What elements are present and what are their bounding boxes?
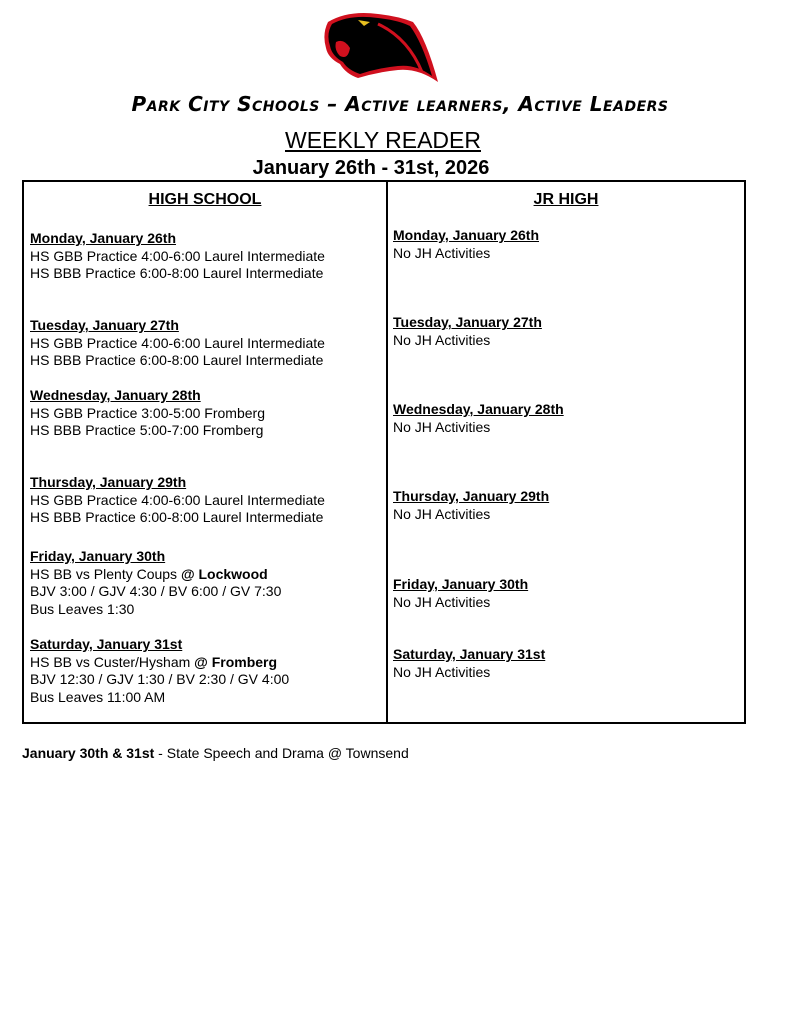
hs-day-saturday (30, 636, 289, 706)
day-heading: Thursday, January 29th (393, 488, 550, 504)
jh-day-saturday (393, 646, 545, 681)
hs-day-friday (30, 548, 281, 618)
jr-high-heading: JR HIGH (533, 191, 599, 208)
schedule-table (22, 180, 746, 724)
footer-note (22, 745, 409, 761)
event-line: No JH Activities (393, 331, 491, 348)
event-line: Bus Leaves 1:30 (30, 600, 135, 617)
game-location: @ Fromberg (194, 653, 278, 670)
event-line: BJV 12:30 / GJV 1:30 / BV 2:30 / GV 4:00 (30, 671, 290, 687)
event-line: HS GBB Practice 3:00-5:00 Fromberg (30, 404, 265, 421)
event-line: HS BBB Practice 6:00-8:00 Laurel Intermediate (30, 265, 324, 281)
page-title: WEEKLY READER (285, 127, 481, 153)
event-line: No JH Activities (393, 505, 491, 522)
high-school-heading: HIGH SCHOOL (148, 191, 262, 208)
day-heading: Wednesday, January 28th (393, 401, 564, 417)
event-line: No JH Activities (393, 244, 491, 261)
day-heading: Monday, January 26th (30, 230, 177, 246)
day-heading: Tuesday, January 27th (393, 314, 542, 330)
footer-dates: January 30th & 31st (22, 745, 155, 761)
day-heading: Tuesday, January 27th (30, 317, 179, 333)
jh-day-friday (393, 576, 528, 611)
day-heading: Monday, January 26th (393, 227, 540, 243)
game-line (30, 566, 281, 584)
jh-day-tuesday (393, 314, 542, 349)
event-line: No JH Activities (393, 593, 491, 610)
column-divider (386, 182, 388, 722)
event-line: BJV 3:00 / GJV 4:30 / BV 6:00 / GV 7:30 (30, 583, 282, 599)
jh-day-thursday (393, 488, 549, 523)
day-heading: Wednesday, January 28th (30, 387, 201, 403)
day-heading: Friday, January 30th (30, 548, 166, 564)
event-line: HS GBB Practice 4:00-6:00 Laurel Intermediate (30, 334, 325, 351)
event-line: No JH Activities (393, 418, 491, 435)
event-line: HS GBB Practice 4:00-6:00 Laurel Intermediate (30, 247, 325, 264)
event-line: HS BBB Practice 6:00-8:00 Laurel Intermediate (30, 352, 324, 368)
hs-day-monday (30, 230, 325, 283)
event-line: HS BBB Practice 5:00-7:00 Fromberg (30, 422, 264, 438)
day-heading: Friday, January 30th (393, 576, 529, 592)
hs-day-wednesday (30, 387, 265, 440)
event-line: HS BBB Practice 6:00-8:00 Laurel Intermediate (30, 509, 324, 525)
panther-logo (318, 8, 440, 84)
hs-day-thursday (30, 474, 325, 527)
date-range: January 26th - 31st, 2026 (252, 157, 490, 179)
school-motto: Park City Schools – Active learners, Active Leaders (131, 92, 669, 116)
jh-day-wednesday (393, 401, 564, 436)
game-line (30, 654, 289, 672)
day-heading: Saturday, January 31st (393, 646, 546, 662)
day-heading: Saturday, January 31st (30, 636, 183, 652)
hs-day-tuesday (30, 317, 325, 370)
event-line: Bus Leaves 11:00 AM (30, 688, 166, 705)
event-line: No JH Activities (393, 663, 491, 680)
event-line: HS GBB Practice 4:00-6:00 Laurel Intermediate (30, 491, 325, 508)
footer-text: - State Speech and Drama @ Townsend (154, 745, 409, 761)
game-matchup: HS BB vs Custer/Hysham (30, 653, 195, 670)
game-location: @ Lockwood (180, 565, 268, 582)
day-heading: Thursday, January 29th (30, 474, 187, 490)
game-matchup: HS BB vs Plenty Coups (30, 565, 181, 582)
jh-day-monday (393, 227, 539, 262)
